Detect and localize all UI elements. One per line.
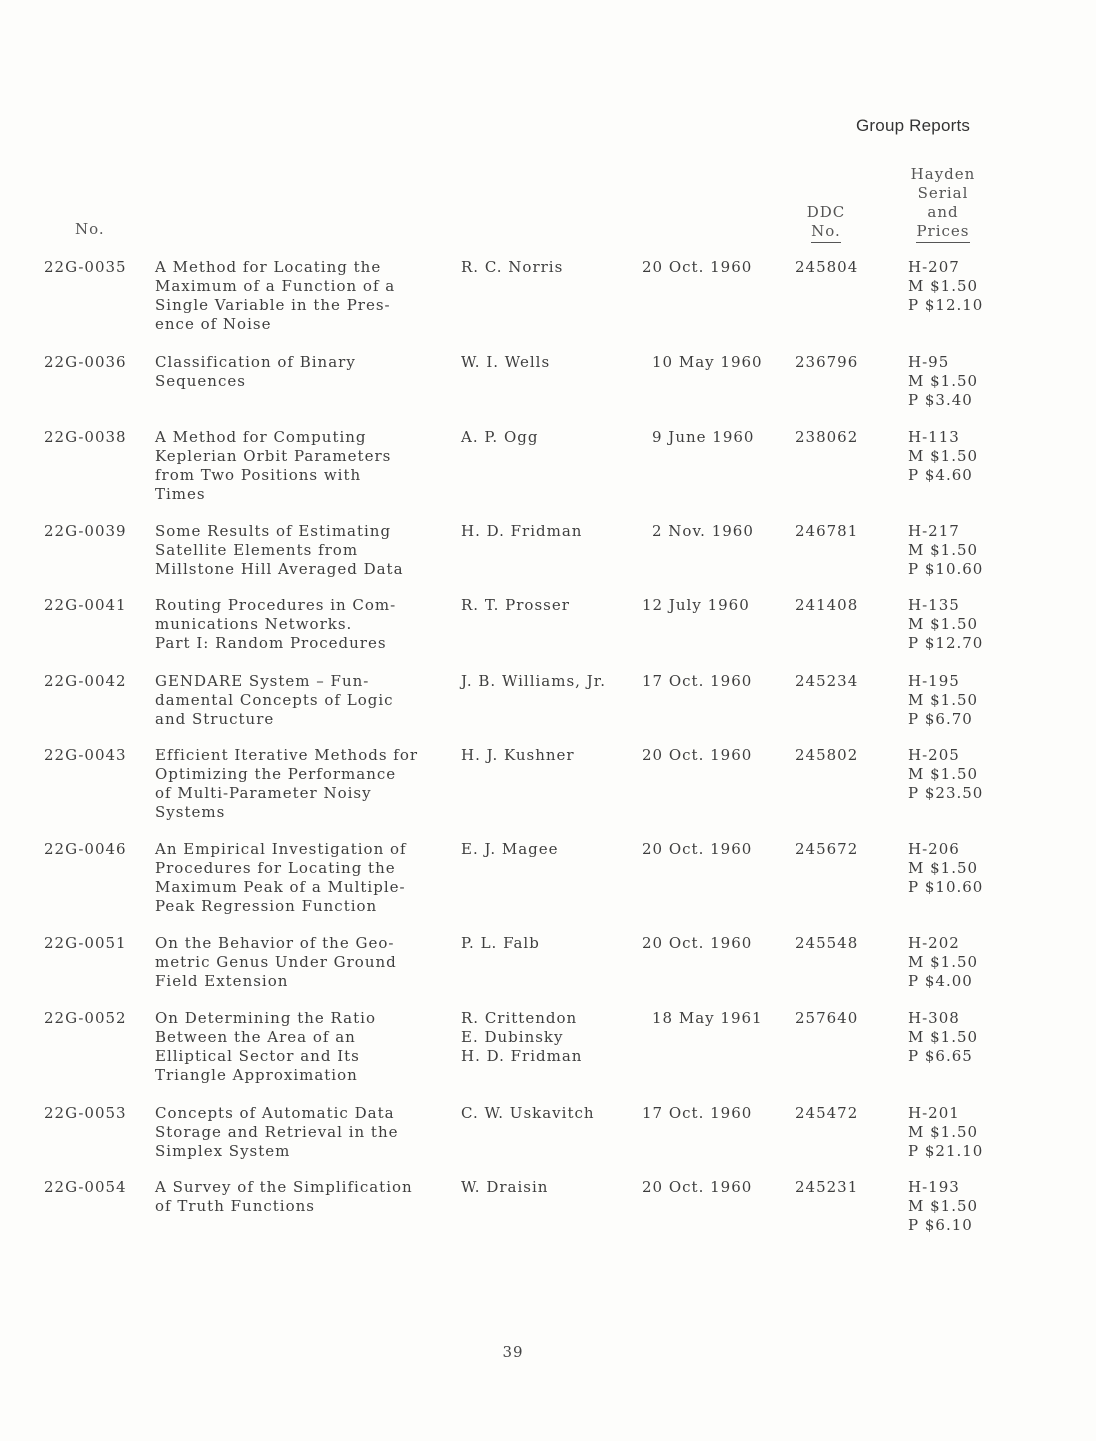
hayden-prices bbox=[908, 522, 983, 579]
hayden-price-line: P $4.60 bbox=[908, 466, 973, 484]
report-title-line: Optimizing the Performance bbox=[155, 765, 397, 783]
report-title-line: Part I: Random Procedures bbox=[155, 634, 387, 652]
report-authors bbox=[461, 596, 570, 615]
ddc-number: 245234 bbox=[795, 672, 859, 690]
report-author: H. J. Kushner bbox=[461, 746, 575, 764]
report-authors bbox=[461, 428, 538, 447]
page-number: 39 bbox=[502, 1343, 524, 1361]
report-author: H. D. Fridman bbox=[461, 1047, 583, 1065]
hayden-price-line: M $1.50 bbox=[908, 1123, 979, 1141]
hayden-price-line: H-201 bbox=[908, 1104, 960, 1122]
hayden-prices bbox=[908, 596, 983, 653]
hayden-price-line: M $1.50 bbox=[908, 953, 979, 971]
hayden-price-line: P $6.70 bbox=[908, 710, 973, 728]
report-number: 22G-0036 bbox=[44, 353, 127, 371]
report-title-line: A Method for Computing bbox=[155, 428, 367, 446]
hayden-prices bbox=[908, 746, 983, 803]
hayden-price-line: P $6.65 bbox=[908, 1047, 973, 1065]
report-title bbox=[155, 596, 455, 653]
ddc-number: 245802 bbox=[795, 746, 859, 764]
report-title-line: Systems bbox=[155, 803, 226, 821]
report-date: 20 Oct. 1960 bbox=[642, 746, 753, 764]
report-title-line: GENDARE System – Fun- bbox=[155, 672, 370, 690]
report-author: R. Crittendon bbox=[461, 1009, 578, 1027]
report-authors bbox=[461, 258, 563, 277]
report-title-line: A Method for Locating the bbox=[155, 258, 382, 276]
report-title-line: munications Networks. bbox=[155, 615, 353, 633]
ddc-number: 246781 bbox=[795, 522, 859, 540]
column-header-ddc bbox=[802, 203, 850, 243]
hayden-price-line: P $23.50 bbox=[908, 784, 984, 802]
report-number: 22G-0043 bbox=[44, 746, 127, 764]
report-title bbox=[155, 934, 455, 991]
report-author: R. C. Norris bbox=[461, 258, 564, 276]
hayden-price-line: P $12.10 bbox=[908, 296, 984, 314]
report-title-line: and Structure bbox=[155, 710, 275, 728]
report-date: 18 May 1961 bbox=[652, 1009, 763, 1027]
report-number: 22G-0054 bbox=[44, 1178, 127, 1196]
report-title-line: Efficient Iterative Methods for bbox=[155, 746, 419, 764]
report-date: 20 Oct. 1960 bbox=[642, 840, 753, 858]
ddc-number: 245672 bbox=[795, 840, 859, 858]
hayden-prices bbox=[908, 428, 978, 485]
hayden-price-line: P $10.60 bbox=[908, 878, 984, 896]
ddc-number: 245472 bbox=[795, 1104, 859, 1122]
report-number: 22G-0046 bbox=[44, 840, 127, 858]
report-title-line: of Multi-Parameter Noisy bbox=[155, 784, 372, 802]
report-authors bbox=[461, 1009, 582, 1066]
report-author: P. L. Falb bbox=[461, 934, 540, 952]
report-title bbox=[155, 258, 455, 334]
ddc-number: 257640 bbox=[795, 1009, 859, 1027]
hayden-prices bbox=[908, 672, 978, 729]
report-authors bbox=[461, 934, 540, 953]
hayden-price-line: H-113 bbox=[908, 428, 960, 446]
hayden-price-line: H-202 bbox=[908, 934, 960, 952]
ddc-number: 236796 bbox=[795, 353, 859, 371]
report-title-line: Simplex System bbox=[155, 1142, 291, 1160]
hayden-price-line: H-195 bbox=[908, 672, 960, 690]
report-authors bbox=[461, 522, 582, 541]
section-title: Group Reports bbox=[856, 116, 971, 135]
report-authors bbox=[461, 672, 606, 691]
hayden-price-line: P $4.00 bbox=[908, 972, 973, 990]
report-title bbox=[155, 1178, 455, 1216]
report-title-line: Times bbox=[155, 485, 206, 503]
column-header-no: No. bbox=[75, 220, 105, 238]
report-title bbox=[155, 522, 455, 579]
report-title-line: Concepts of Automatic Data bbox=[155, 1104, 395, 1122]
report-author: E. J. Magee bbox=[461, 840, 559, 858]
report-title bbox=[155, 672, 455, 729]
hayden-prices bbox=[908, 1178, 978, 1235]
hayden-price-line: H-95 bbox=[908, 353, 950, 371]
hayden-price-line: P $21.10 bbox=[908, 1142, 984, 1160]
report-date: 12 July 1960 bbox=[642, 596, 750, 614]
report-authors bbox=[461, 353, 550, 372]
hayden-price-line: H-205 bbox=[908, 746, 960, 764]
hayden-price-line: H-308 bbox=[908, 1009, 960, 1027]
report-number: 22G-0053 bbox=[44, 1104, 127, 1122]
report-title-line: damental Concepts of Logic bbox=[155, 691, 394, 709]
hayden-price-line: H-207 bbox=[908, 258, 960, 276]
report-author: E. Dubinsky bbox=[461, 1028, 564, 1046]
column-header-hayden-line: Hayden bbox=[910, 165, 976, 183]
hayden-price-line: H-206 bbox=[908, 840, 960, 858]
report-title-line: metric Genus Under Ground bbox=[155, 953, 397, 971]
hayden-price-line: M $1.50 bbox=[908, 1197, 979, 1215]
ddc-number: 241408 bbox=[795, 596, 859, 614]
report-number: 22G-0042 bbox=[44, 672, 127, 690]
report-title bbox=[155, 428, 455, 504]
report-title-line: An Empirical Investigation of bbox=[155, 840, 407, 858]
ddc-number: 238062 bbox=[795, 428, 859, 446]
report-authors bbox=[461, 746, 575, 765]
hayden-price-line: H-193 bbox=[908, 1178, 960, 1196]
report-author: R. T. Prosser bbox=[461, 596, 570, 614]
column-header-hayden bbox=[900, 165, 986, 243]
report-date: 17 Oct. 1960 bbox=[642, 1104, 753, 1122]
report-author: W. I. Wells bbox=[461, 353, 551, 371]
hayden-price-line: M $1.50 bbox=[908, 691, 979, 709]
hayden-price-line: H-217 bbox=[908, 522, 960, 540]
hayden-price-line: P $6.10 bbox=[908, 1216, 973, 1234]
report-title-line: Sequences bbox=[155, 372, 246, 390]
report-author: C. W. Uskavitch bbox=[461, 1104, 595, 1122]
report-title-line: from Two Positions with bbox=[155, 466, 362, 484]
hayden-prices bbox=[908, 258, 983, 315]
report-title-line: Keplerian Orbit Parameters bbox=[155, 447, 392, 465]
report-title-line: On Determining the Ratio bbox=[155, 1009, 376, 1027]
hayden-price-line: M $1.50 bbox=[908, 1028, 979, 1046]
hayden-prices bbox=[908, 353, 978, 410]
report-number: 22G-0041 bbox=[44, 596, 127, 614]
column-header-hayden-line: Serial bbox=[917, 184, 969, 202]
report-title-line: Triangle Approximation bbox=[155, 1066, 358, 1084]
report-date: 20 Oct. 1960 bbox=[642, 1178, 753, 1196]
report-title bbox=[155, 1009, 455, 1085]
report-title-line: Maximum of a Function of a bbox=[155, 277, 396, 295]
hayden-price-line: M $1.50 bbox=[908, 615, 979, 633]
report-title-line: Field Extension bbox=[155, 972, 289, 990]
report-number: 22G-0039 bbox=[44, 522, 127, 540]
hayden-price-line: P $10.60 bbox=[908, 560, 984, 578]
report-date: 10 May 1960 bbox=[652, 353, 763, 371]
report-title-line: Storage and Retrieval in the bbox=[155, 1123, 399, 1141]
hayden-price-line: M $1.50 bbox=[908, 277, 979, 295]
column-header-hayden-line: Prices bbox=[916, 222, 969, 243]
report-title-line: Procedures for Locating the bbox=[155, 859, 396, 877]
report-title-line: Elliptical Sector and Its bbox=[155, 1047, 360, 1065]
hayden-price-line: M $1.50 bbox=[908, 372, 979, 390]
report-title bbox=[155, 746, 455, 822]
report-title bbox=[155, 840, 455, 916]
report-title-line: ence of Noise bbox=[155, 315, 272, 333]
hayden-price-line: M $1.50 bbox=[908, 765, 979, 783]
ddc-number: 245804 bbox=[795, 258, 859, 276]
report-title-line: Routing Procedures in Com- bbox=[155, 596, 397, 614]
report-title-line: Classification of Binary bbox=[155, 353, 356, 371]
hayden-price-line: M $1.50 bbox=[908, 541, 979, 559]
report-title-line: Single Variable in the Pres- bbox=[155, 296, 391, 314]
report-date: 20 Oct. 1960 bbox=[642, 258, 753, 276]
report-number: 22G-0052 bbox=[44, 1009, 127, 1027]
ddc-number: 245548 bbox=[795, 934, 859, 952]
hayden-prices bbox=[908, 1009, 978, 1066]
report-title-line: On the Behavior of the Geo- bbox=[155, 934, 395, 952]
report-title-line: Maximum Peak of a Multiple- bbox=[155, 878, 406, 896]
report-authors bbox=[461, 840, 559, 859]
hayden-price-line: P $12.70 bbox=[908, 634, 984, 652]
report-date: 2 Nov. 1960 bbox=[652, 522, 754, 540]
report-date: 17 Oct. 1960 bbox=[642, 672, 753, 690]
column-header-ddc-line: No. bbox=[811, 222, 841, 243]
hayden-price-line: M $1.50 bbox=[908, 447, 979, 465]
report-number: 22G-0035 bbox=[44, 258, 127, 276]
column-header-ddc-line: DDC bbox=[806, 203, 846, 221]
report-title-line: Some Results of Estimating bbox=[155, 522, 392, 540]
hayden-price-line: P $3.40 bbox=[908, 391, 973, 409]
report-author: J. B. Williams, Jr. bbox=[461, 672, 606, 690]
report-authors bbox=[461, 1104, 595, 1123]
report-title-line: Between the Area of an bbox=[155, 1028, 356, 1046]
report-date: 9 June 1960 bbox=[652, 428, 755, 446]
report-author: W. Draisin bbox=[461, 1178, 549, 1196]
report-title-line: Millstone Hill Averaged Data bbox=[155, 560, 404, 578]
report-author: H. D. Fridman bbox=[461, 522, 583, 540]
report-number: 22G-0051 bbox=[44, 934, 127, 952]
report-title-line: Satellite Elements from bbox=[155, 541, 359, 559]
hayden-price-line: H-135 bbox=[908, 596, 960, 614]
column-header-hayden-line: and bbox=[927, 203, 959, 221]
report-number: 22G-0038 bbox=[44, 428, 127, 446]
report-title-line: Peak Regression Function bbox=[155, 897, 378, 915]
report-author: A. P. Ogg bbox=[461, 428, 539, 446]
hayden-prices bbox=[908, 1104, 983, 1161]
hayden-price-line: M $1.50 bbox=[908, 859, 979, 877]
report-title-line: of Truth Functions bbox=[155, 1197, 315, 1215]
hayden-prices bbox=[908, 934, 978, 991]
report-title-line: A Survey of the Simplification bbox=[155, 1178, 413, 1196]
report-date: 20 Oct. 1960 bbox=[642, 934, 753, 952]
report-authors bbox=[461, 1178, 548, 1197]
report-title bbox=[155, 353, 455, 391]
hayden-prices bbox=[908, 840, 983, 897]
report-title bbox=[155, 1104, 455, 1161]
ddc-number: 245231 bbox=[795, 1178, 859, 1196]
